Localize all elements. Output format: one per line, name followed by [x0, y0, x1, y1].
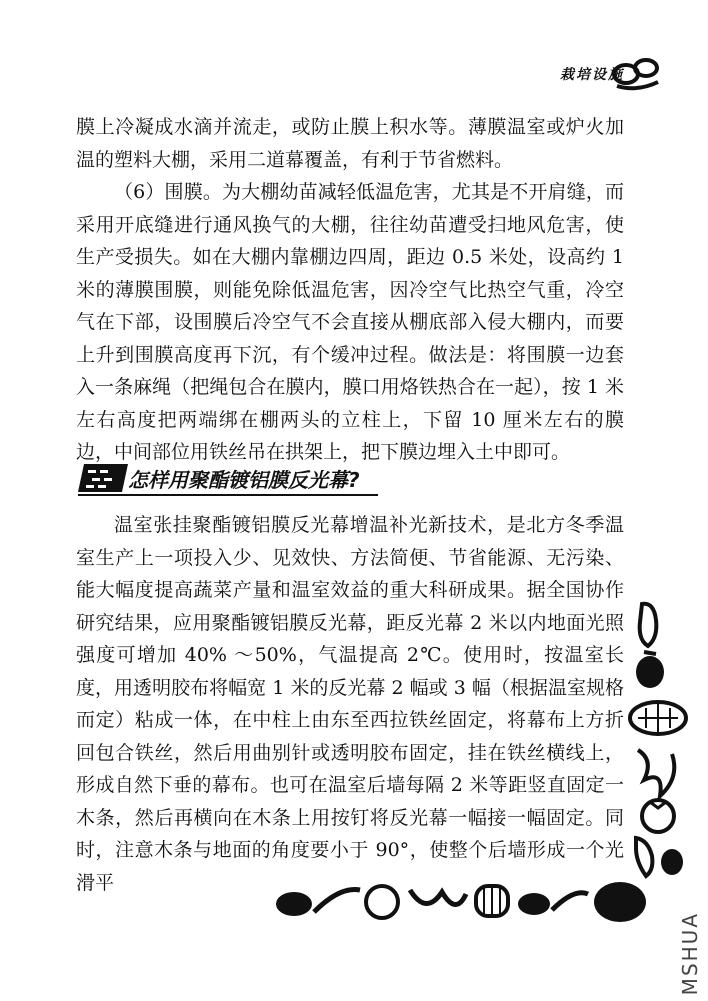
paragraph: 膜上冷凝成水滴并流走，或防止膜上积水等。薄膜温室或炉火加温的塑料大棚，采用二道幕覆盖，有利于节省燃料。 — [76, 116, 624, 171]
paragraph: 温室张挂聚酯镀铝膜反光幕增温补光新技术，是北方冬季温室生产上一项投入少、见效快、方法简便、节省能源、无污染、能大幅度提高蔬菜产量和温室效益的重大科研成果。据全国协作研究结果，应用聚酯镀铝膜反光幕，距反光幕 2 米以内地面光照强度可增加 40% ～50%，气温提高 2℃。使用时，按温室长度，用透明胶布将幅宽 1 米的反光幕 2 幅或 3 幅（根据温室规格而定）粘成一体，在中柱上由东至西拉铁丝固定，将幕布上方折回包合铁丝，然后用曲别针或透明胶布固定，挂在铁丝横线上，形成自然下垂的幕布。也可在温室后墙每隔 2 米等距竖直固定一木条，然后再横向在木条上用按钉将反光幕一幅接一幅固定。同时，注意木条与地面的角度要小于 90°，使整个后墙形成一个光滑平 — [76, 514, 624, 894]
heading-badge-icon — [78, 464, 128, 492]
vegetable-column-icon — [624, 600, 694, 880]
watermark: MSHUA — [678, 911, 702, 995]
vegetable-row-icon — [270, 870, 650, 930]
vegetable-ornament-icon — [612, 52, 662, 92]
running-title: 栽培设施 — [560, 67, 624, 83]
section-heading — [78, 462, 378, 496]
section-title: 怎样用聚酯镀铝膜反光幕? — [128, 468, 360, 492]
text-block-upper — [76, 111, 624, 469]
heading-underline — [78, 494, 378, 496]
text-block-lower — [76, 509, 624, 899]
paragraph: （6）围膜。为大棚幼苗减轻低温危害，尤其是不开肩缝，而采用开底缝进行通风换气的大棚，往往幼苗遭受扫地风危害，使生产受损失。如在大棚内靠棚边四周，距边 0.5 米处，设高约 1 米的薄膜围膜，则能免除低温危害，因冷空气比热空气重，冷空气在下部，设围膜后冷空气不会直接从棚底部入侵大棚内，而要上升到围膜高度再下沉，有个缓冲过程。做法是：将围膜一边套入一条麻绳（把绳包合在膜内，膜口用烙铁热合在一起），按 1 米左右高度把两端绑在棚两头的立柱上，下留 10 厘米左右的膜边，中间部位用铁丝吊在拱架上，把下膜边埋入土中即可。 — [76, 181, 624, 463]
